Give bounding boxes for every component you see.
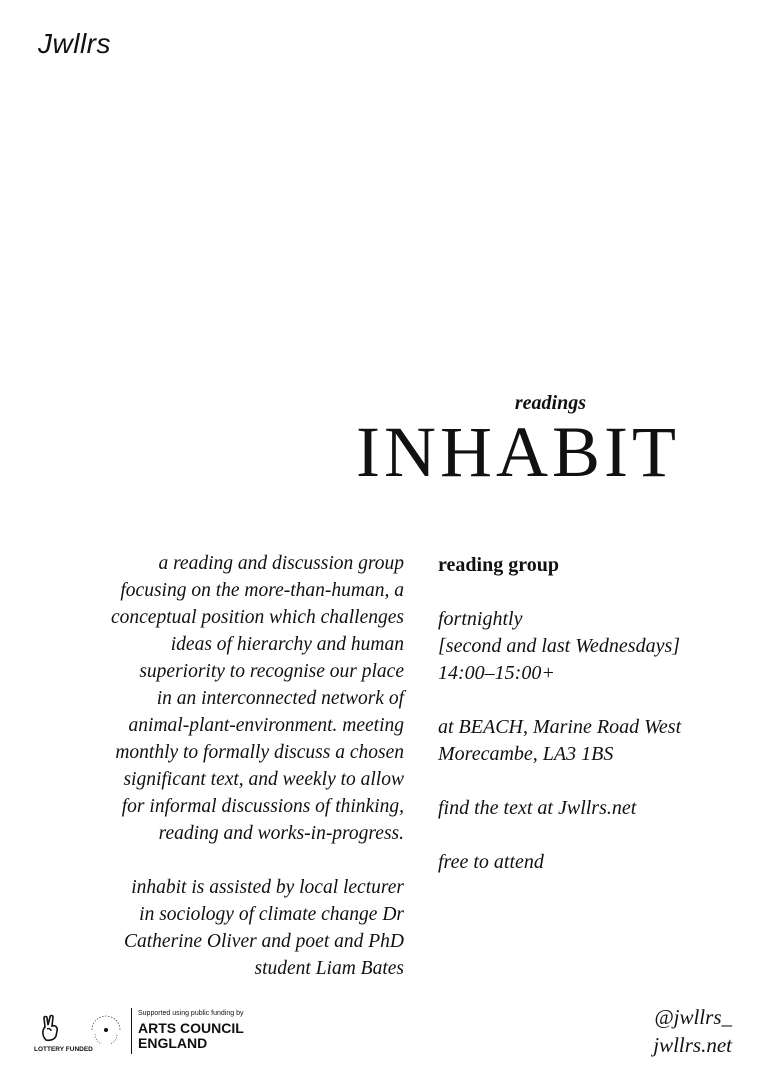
- brand-logo: Jwllrs: [38, 28, 111, 59]
- description-line: for informal discussions of thinking,: [121, 796, 404, 817]
- credits-line: Catherine Oliver and poet and PhD: [124, 931, 404, 952]
- crossed-fingers-icon: [38, 1014, 64, 1042]
- meeting-time: 14:00–15:00+: [438, 662, 555, 684]
- description-line: focusing on the more-than-human, a: [120, 580, 404, 601]
- text-location: find the text at Jwllrs.net: [438, 797, 637, 819]
- venue-line-1: at BEACH, Marine Road West: [438, 716, 682, 738]
- website-link[interactable]: jwllrs.net: [653, 1033, 732, 1057]
- kicker: readings: [514, 392, 586, 414]
- description-line: significant text, and weekly to allow: [123, 769, 404, 790]
- description-line: superiority to recognise our place: [139, 661, 404, 682]
- credits-line: in sociology of climate change Dr: [139, 904, 404, 925]
- venue-line-2: Morecambe, LA3 1BS: [438, 743, 614, 765]
- description-line: a reading and discussion group: [158, 553, 404, 574]
- details-heading: reading group: [438, 554, 559, 576]
- funder-logos: [34, 1008, 244, 1058]
- description-line: animal-plant-environment. meeting: [128, 715, 404, 736]
- description-block: [24, 550, 404, 982]
- funder-supported-text: Supported using public funding by: [138, 1010, 244, 1017]
- credits-line: inhabit is assisted by local lecturer: [131, 877, 404, 898]
- description-line: reading and works-in-progress.: [158, 823, 404, 844]
- credits-line: student Liam Bates: [254, 958, 404, 979]
- lottery-funded-label: LOTTERY FUNDED: [34, 1046, 93, 1053]
- page-title: INHABIT: [356, 412, 680, 492]
- funder-divider: [131, 1008, 132, 1054]
- funder-org-line-1: ARTS COUNCIL: [138, 1020, 244, 1036]
- event-details: [438, 552, 758, 876]
- description-line: ideas of hierarchy and human: [170, 634, 404, 655]
- description-line: conceptual position which challenges: [111, 607, 404, 628]
- arts-council-seal-icon: [86, 1008, 126, 1044]
- meeting-days: [second and last Wednesdays]: [438, 635, 681, 657]
- description-line: monthly to formally discuss a chosen: [115, 742, 404, 763]
- description-line: in an interconnected network of: [156, 688, 404, 709]
- funder-org-line-2: ENGLAND: [138, 1035, 208, 1051]
- social-block: [653, 1003, 732, 1059]
- cost: free to attend: [438, 851, 544, 873]
- social-handle[interactable]: @jwllrs_: [654, 1005, 732, 1029]
- frequency: fortnightly: [438, 608, 523, 630]
